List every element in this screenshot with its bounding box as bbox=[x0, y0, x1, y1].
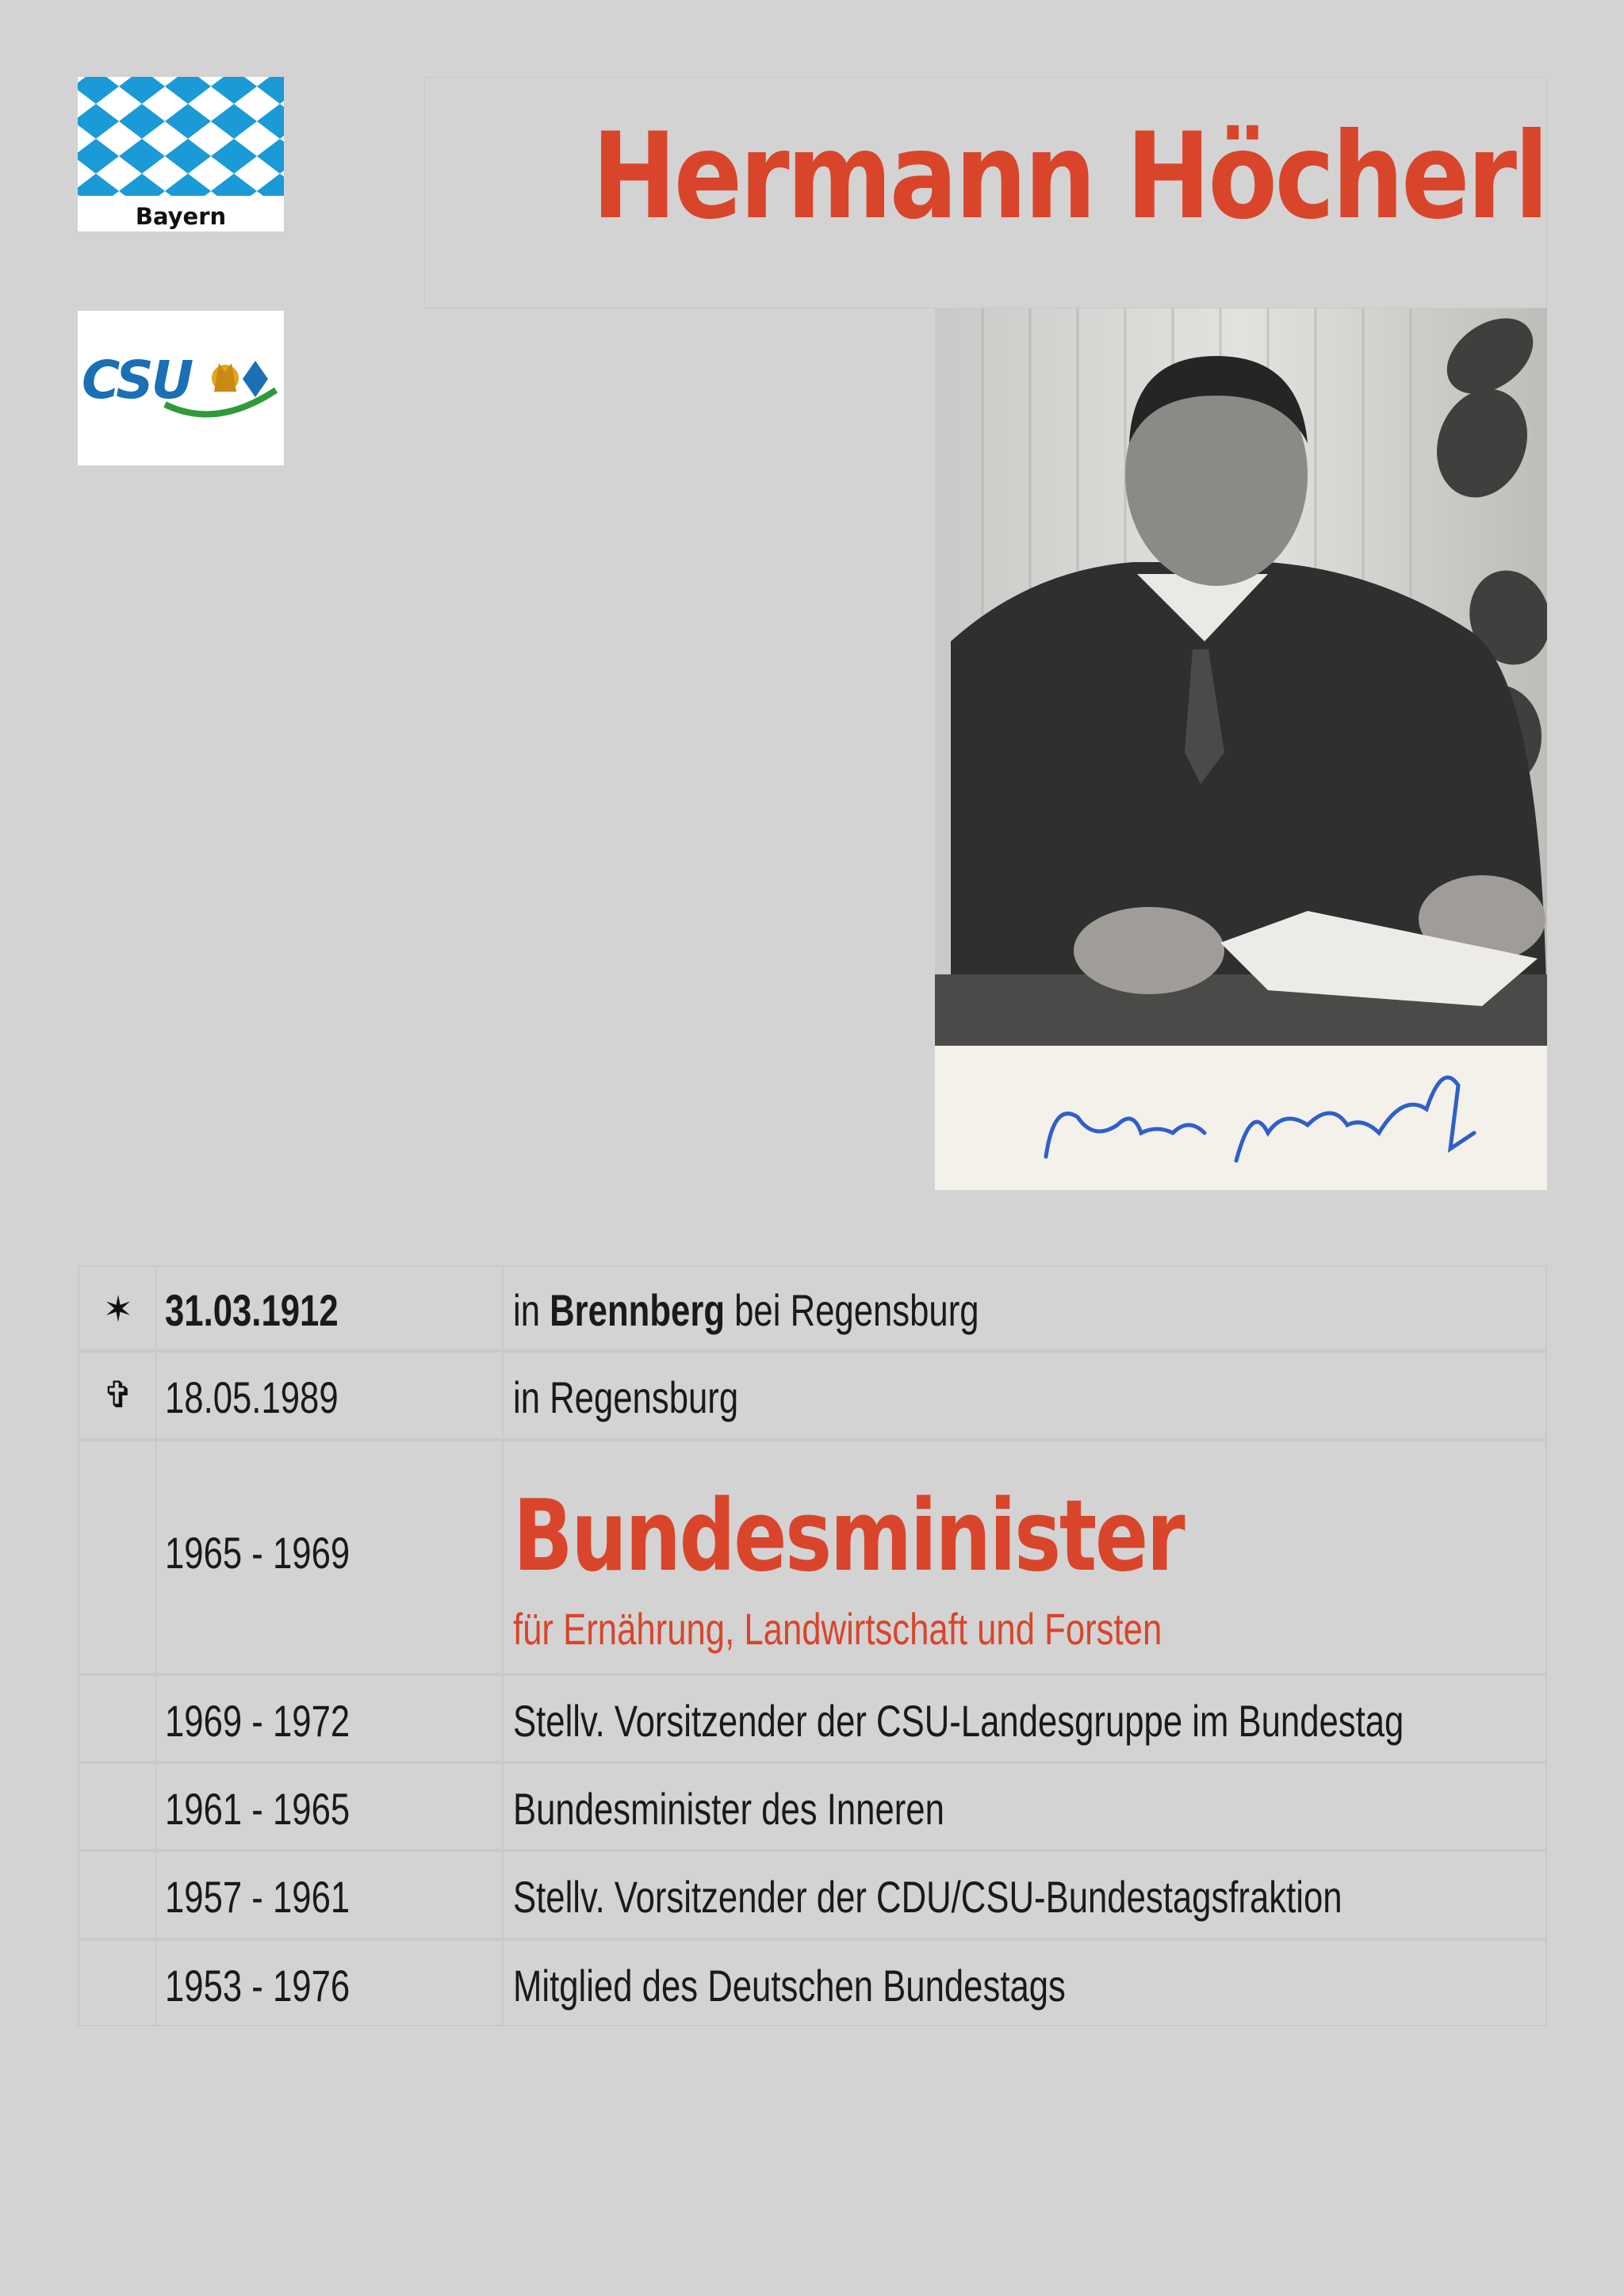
career-text-cell bbox=[503, 1851, 1546, 1938]
born-date-cell bbox=[156, 1266, 503, 1350]
title-cell bbox=[424, 77, 1547, 308]
career-text-cell bbox=[503, 1763, 1546, 1850]
born-prefix: in bbox=[513, 1285, 541, 1335]
career-years: 1969 - 1972 bbox=[165, 1696, 350, 1746]
bayern-logo bbox=[78, 77, 284, 232]
portrait-photo bbox=[935, 308, 1547, 1190]
born-symbol-cell bbox=[79, 1266, 156, 1350]
career-years-cell bbox=[156, 1851, 503, 1938]
died-date: 18.05.1989 bbox=[165, 1372, 339, 1422]
minister-title-cell bbox=[503, 1441, 1546, 1674]
born-place: Brennberg bbox=[550, 1285, 726, 1335]
minister-years-cell bbox=[156, 1441, 503, 1674]
minister-title: Bundesminister bbox=[513, 1479, 1184, 1594]
career-text: Bundesminister des Inneren bbox=[513, 1784, 944, 1834]
died-place: in Regensburg bbox=[513, 1372, 739, 1422]
died-date-cell bbox=[156, 1352, 503, 1439]
died-symbol-cell bbox=[79, 1352, 156, 1439]
career-text: Stellv. Vorsitzender der CSU-Landesgruppe im Bundestag bbox=[513, 1696, 1404, 1746]
career-row bbox=[78, 1939, 1547, 2026]
career-symbol-cell bbox=[79, 1763, 156, 1850]
bayern-label: Bayern bbox=[135, 203, 227, 230]
career-years-cell bbox=[156, 1940, 503, 2026]
career-symbol-cell bbox=[79, 1851, 156, 1938]
born-suffix: bei Regensburg bbox=[734, 1285, 979, 1335]
died-row bbox=[78, 1351, 1547, 1440]
minister-years: 1965 - 1969 bbox=[165, 1528, 350, 1578]
died-place-cell bbox=[503, 1352, 1546, 1439]
minister-symbol-cell bbox=[79, 1441, 156, 1674]
career-row bbox=[78, 1850, 1547, 1939]
career-years: 1957 - 1961 bbox=[165, 1872, 350, 1922]
career-years-cell bbox=[156, 1675, 503, 1762]
born-date: 31.03.1912 bbox=[165, 1285, 339, 1335]
csu-logo bbox=[78, 311, 284, 465]
page-title: Hermann Höcherl bbox=[592, 108, 1546, 246]
career-years: 1961 - 1965 bbox=[165, 1784, 350, 1834]
star-icon: ✶ bbox=[102, 1288, 134, 1330]
career-text-cell bbox=[503, 1675, 1546, 1762]
csu-wordmark: CSU bbox=[82, 350, 192, 411]
born-place-cell bbox=[503, 1266, 1546, 1350]
career-years-cell bbox=[156, 1763, 503, 1850]
portrait-image bbox=[935, 308, 1547, 1190]
career-text: Stellv. Vorsitzender der CDU/CSU-Bundestagsfraktion bbox=[513, 1872, 1342, 1922]
cross-icon: ✞ bbox=[102, 1373, 134, 1416]
career-row bbox=[78, 1762, 1547, 1850]
minister-subtitle: für Ernährung, Landwirtschaft und Forsten bbox=[513, 1604, 1162, 1654]
career-symbol-cell bbox=[79, 1675, 156, 1762]
born-place-text bbox=[513, 1284, 979, 1336]
career-row bbox=[78, 1674, 1547, 1762]
career-text-cell bbox=[503, 1940, 1546, 2026]
career-text: Mitglied des Deutschen Bundestags bbox=[513, 1961, 1066, 2011]
career-years: 1953 - 1976 bbox=[165, 1961, 350, 2011]
csu-party-logo-icon bbox=[78, 311, 284, 465]
born-row bbox=[78, 1265, 1547, 1351]
minister-row bbox=[78, 1440, 1547, 1674]
career-symbol-cell bbox=[79, 1940, 156, 2026]
